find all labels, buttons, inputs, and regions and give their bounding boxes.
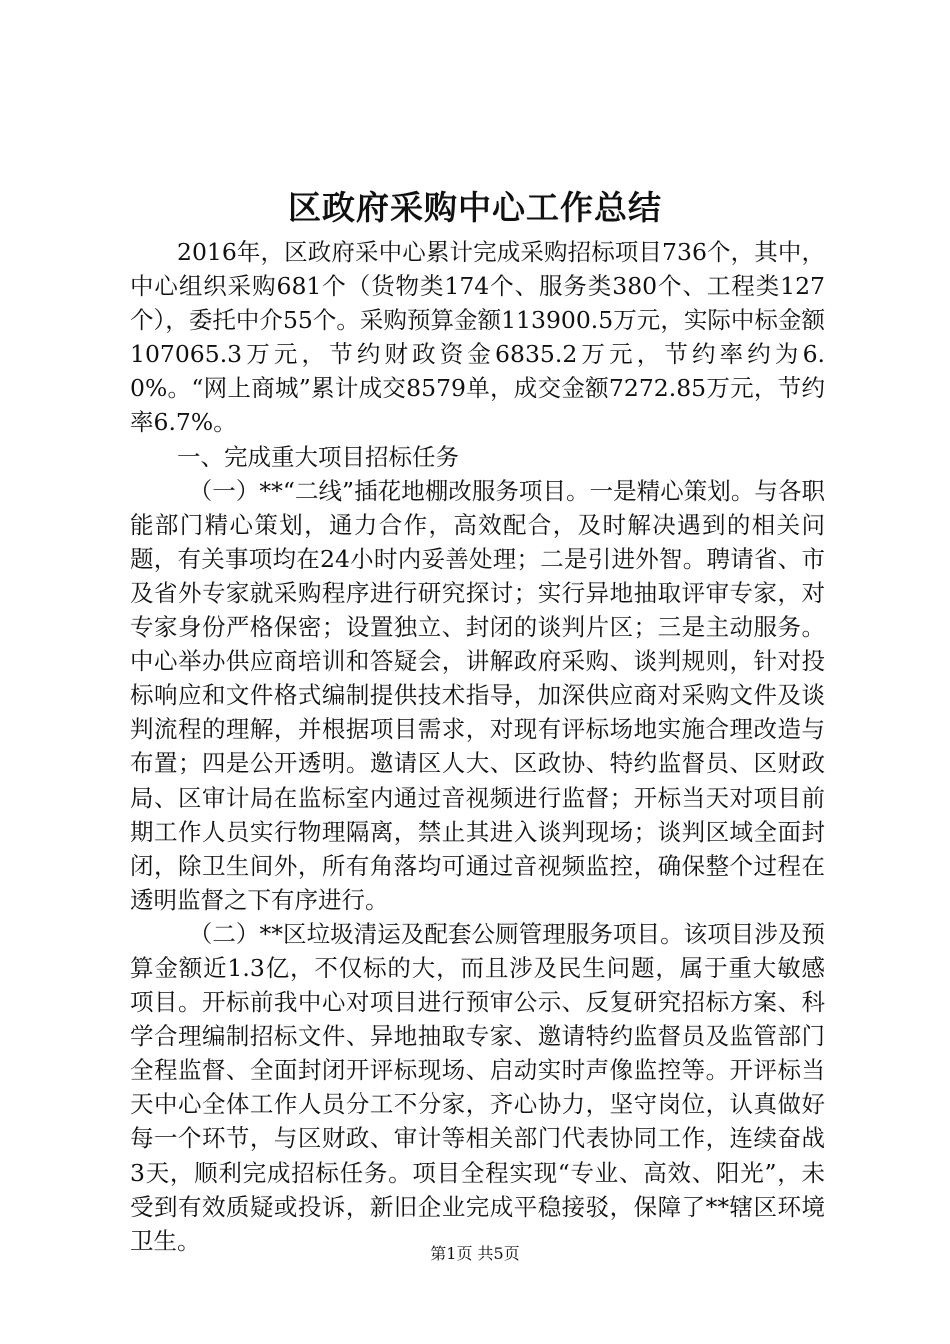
summary-paragraph: 2016年，区政府采中心累计完成采购招标项目736个，其中，中心组织采购681个（货物类174个、服务类380个、工程类127个），委托中介55个。采购预算金额113900.5万元，实际中标金额107065.3万元，节约财政资金6835.2万元，节约率约为6.0%。“网上商城”累计成交8579单，成交金额7272.85万元，节约率6.7%。 — [130, 238, 825, 437]
section-heading: 一、完成重大项目招标任务 — [177, 442, 459, 471]
project-one-paragraph: （一）**“二线”插花地棚改服务项目。一是精心策划。与各职能部门精心策划，通力合作，高效配合，及时解决遇到的相关问题，有关事项均在24小时内妥善处理；二是引进外智。聘请省、市及省外专家就采购程序进行研究探讨；实行异地抽取评审专家，对专家身份严格保密；设置独立、封闭的谈判片区；三是主动服务。中心举办供应商培训和答疑会，讲解政府采购、谈判规则，针对投标响应和文件格式编制提供技术指导，加深供应商对采购文件及谈判流程的理解，并根据项目需求，对现有评标场地实施合理改造与布置；四是公开透明。邀请区人大、区政协、特约监督员、区财政局、区审计局在监标室内通过音视频进行监督；开标当天对项目前期工作人员实行物理隔离，禁止其进入谈判现场；谈判区域全面封闭，除卫生间外，所有角落均可通过音视频监控，确保整个过程在透明监督之下有序进行。 — [130, 476, 825, 914]
project-two-paragraph: （二）**区垃圾清运及配套公厕管理服务项目。该项目涉及预算金额近1.3亿，不仅标的大，而且涉及民生问题，属于重大敏感项目。开标前我中心对项目进行预审公示、反复研究招标方案、科学合理编制招标文件、异地抽取专家、邀请特约监督员及监管部门全程监督、全面封闭开评标现场、启动实时声像监控等。开评标当天中心全体工作人员分工不分家，齐心协力，坚守岗位，认真做好每一个环节，与区财政、审计等相关部门代表协同工作，连续奋战3天，顺利完成招标任务。项目全程实现“专业、高效、阳光”，未受到有效质疑或投诉，新旧企业完成平稳接驳，保障了**辖区环境卫生。 — [130, 919, 825, 1255]
document-title: 区政府采购中心工作总结 — [288, 188, 662, 227]
document-body — [130, 235, 825, 1258]
page-number-footer: 第1页 共5页 — [430, 1244, 520, 1263]
